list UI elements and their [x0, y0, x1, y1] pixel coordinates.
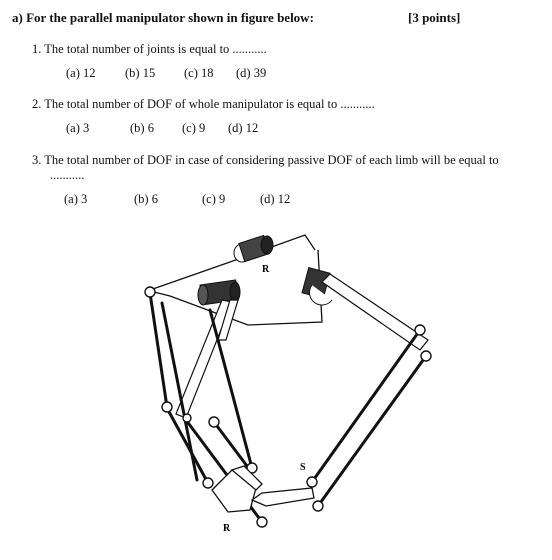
ball-joint [415, 325, 425, 335]
option-d: (d) 12 [260, 192, 291, 206]
option-b: (b) 6 [130, 121, 154, 135]
ball-joint [145, 287, 155, 297]
question-3: 3. The total number of DOF in case of considering passive DOF of each limb will be equal to [32, 153, 499, 167]
option-a: (a) 3 [66, 121, 90, 135]
ball-joint [307, 477, 317, 487]
option-d: (d) 39 [236, 66, 267, 80]
ball-joint [162, 402, 172, 412]
ball-joint [421, 351, 431, 361]
ball-joint [209, 417, 219, 427]
question-1: 1. The total number of joints is equal to ........... [32, 42, 267, 56]
question-3-blank: ........... [50, 168, 85, 182]
option-c: (c) 18 [184, 66, 214, 80]
option-c: (c) 9 [182, 121, 206, 135]
option-d: (d) 12 [228, 121, 259, 135]
points-label: [3 points] [408, 10, 461, 25]
rod-right-2 [318, 356, 426, 506]
moving-platform [212, 466, 314, 512]
rod-right-1 [312, 330, 420, 482]
question-2: 2. The total number of DOF of whole manipulator is equal to ........... [32, 97, 375, 111]
actuator-top [234, 235, 273, 262]
ball-joint [183, 414, 191, 422]
option-c: (c) 9 [202, 192, 226, 206]
label-s: S [300, 462, 306, 473]
option-b: (b) 6 [134, 192, 158, 206]
ball-joint [257, 517, 267, 527]
label-r-bottom: R [223, 523, 231, 534]
option-a: (a) 12 [66, 66, 96, 80]
label-r-top: R [262, 264, 270, 275]
option-b: (b) 15 [125, 66, 156, 80]
ball-joint [203, 478, 213, 488]
ball-joint [313, 501, 323, 511]
option-a: (a) 3 [64, 192, 88, 206]
section-title: a) For the parallel manipulator shown in figure below: [12, 10, 314, 25]
